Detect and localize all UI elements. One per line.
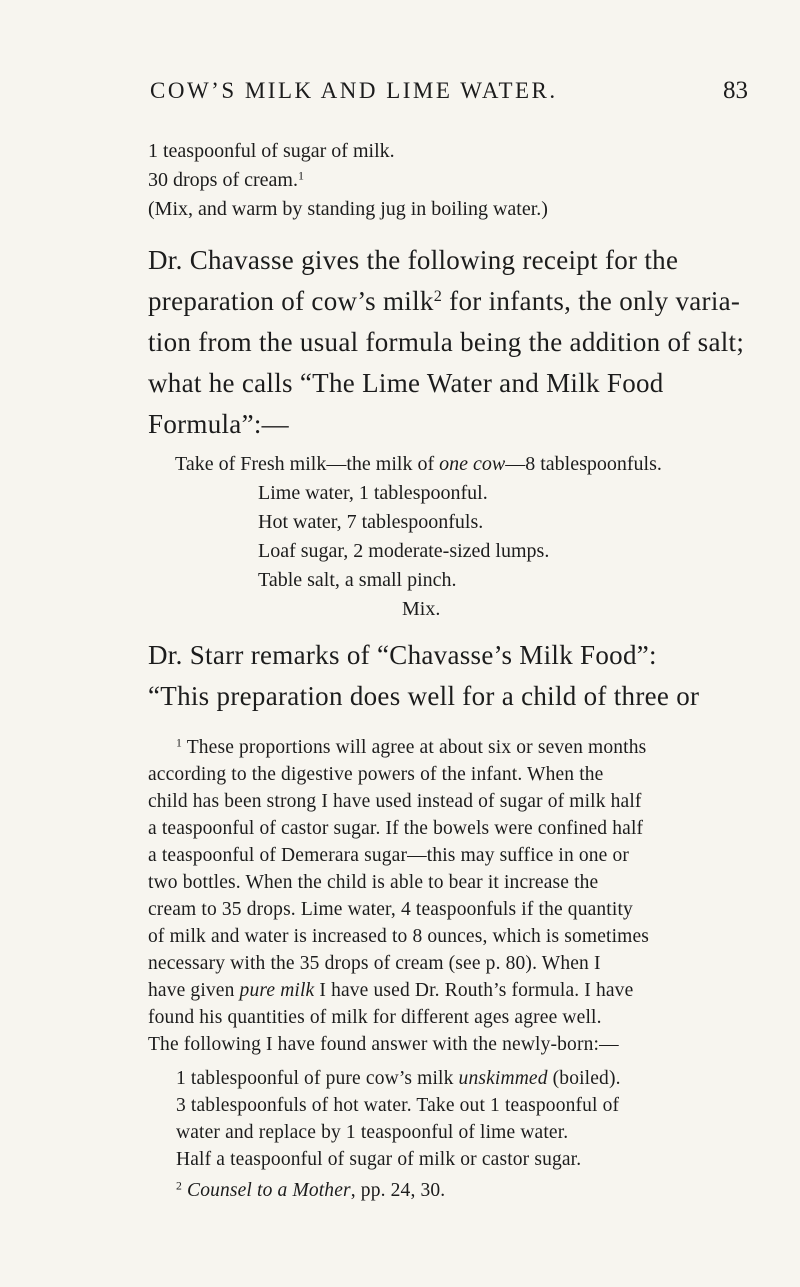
paragraph-text: tion from the usual formula being the addition of salt; xyxy=(148,327,745,357)
footnote-line xyxy=(148,953,601,975)
running-title: COW’S MILK AND LIME WATER. xyxy=(150,78,558,103)
footnote-line xyxy=(148,845,629,867)
recipe-text: Lime water, 1 tablespoonful. xyxy=(258,482,488,504)
paragraph-text: preparation of cow’s milk xyxy=(148,286,434,316)
footnote-recipe-line xyxy=(176,1095,619,1117)
chavasse-recipe-mix xyxy=(402,598,440,621)
recipe-text: Loaf sugar, 2 moderate-sized lumps. xyxy=(258,540,550,562)
paragraph-text: what he calls “The Lime Water and Milk Food xyxy=(148,368,664,398)
footnote-line xyxy=(176,737,646,759)
paragraph-line xyxy=(148,640,657,671)
paragraph-line xyxy=(148,368,664,399)
paragraph-text: for infants, the only varia- xyxy=(449,286,741,316)
footnote-italic-text: pure milk xyxy=(239,980,315,1001)
footnote-marker: 2 xyxy=(176,1179,182,1193)
paragraph-line xyxy=(148,681,699,712)
footnote-text: water and replace by 1 teaspoonful of lime water. xyxy=(176,1122,569,1143)
footnote-text: found his quantities of milk for different ages agree well. xyxy=(148,1007,602,1028)
footnote-text: These proportions will agree at about six or seven months xyxy=(186,737,647,758)
paragraph-text: Formula”:— xyxy=(148,409,289,439)
footnote-marker: 1 xyxy=(176,736,182,750)
recipe-italic-text: one cow xyxy=(439,453,506,475)
footnote-text: of milk and water is increased to 8 ounces, which is sometimes xyxy=(148,926,650,947)
footnote-line xyxy=(148,818,643,840)
footnote-line xyxy=(148,980,633,1002)
footnote-text: two bottles. When the child is able to bear it increase the xyxy=(148,872,599,893)
paragraph-line xyxy=(148,286,740,317)
chavasse-recipe-line xyxy=(258,511,483,534)
recipe-line xyxy=(148,169,304,192)
recipe-line xyxy=(148,140,395,163)
chavasse-recipe-line xyxy=(258,482,488,505)
footnote-text: have given xyxy=(148,980,240,1001)
footnote-recipe-line xyxy=(176,1068,621,1090)
chavasse-recipe-line xyxy=(258,569,457,592)
recipe-text: Table salt, a small pinch. xyxy=(258,569,457,591)
recipe-line-text: 30 drops of cream. xyxy=(148,169,298,191)
paragraph-text: Dr. Starr remarks of “Chavasse’s Milk Food”: xyxy=(148,640,657,670)
footnote-recipe-line xyxy=(176,1122,568,1144)
footnote-ref: 1 xyxy=(297,168,304,183)
footnote-text: 1 tablespoonful of pure cow’s milk xyxy=(176,1068,459,1089)
recipe-text: —8 tablespoonfuls. xyxy=(505,453,662,475)
footnote-ref: 2 xyxy=(433,287,443,306)
footnote-text: Half a teaspoonful of sugar of milk or castor sugar. xyxy=(176,1149,582,1170)
paragraph-text: “This preparation does well for a child of three or xyxy=(148,681,700,711)
recipe-text: Take of Fresh milk—the milk of xyxy=(175,453,440,475)
footnote-line xyxy=(148,899,633,921)
footnote-text: (boiled). xyxy=(547,1068,621,1089)
paragraph-line xyxy=(148,409,289,440)
recipe-line-text: (Mix, and warm by standing jug in boiling water.) xyxy=(148,198,548,220)
footnote-text: I have used Dr. Routh’s formula. I have xyxy=(314,980,634,1001)
footnote-line xyxy=(148,1007,602,1029)
paragraph-line xyxy=(148,327,744,358)
footnote-italic-text: Counsel to a Mother xyxy=(187,1180,351,1201)
footnote-text: 3 tablespoonfuls of hot water. Take out 1 teaspoonful of xyxy=(176,1095,620,1116)
footnote-line xyxy=(148,926,649,948)
recipe-text: Mix. xyxy=(402,598,441,620)
footnote-italic-text: unskimmed xyxy=(458,1068,548,1089)
footnote-line xyxy=(176,1180,445,1202)
footnote-line xyxy=(148,764,603,786)
page-number: 83 xyxy=(723,77,748,104)
chavasse-recipe-line xyxy=(175,453,662,476)
paragraph-line xyxy=(148,245,678,276)
recipe-line xyxy=(148,198,548,221)
recipe-text: Hot water, 7 tablespoonfuls. xyxy=(258,511,484,533)
footnote-text: a teaspoonful of castor sugar. If the bowels were confined half xyxy=(148,818,644,839)
footnote-recipe-line xyxy=(176,1149,581,1171)
footnote-line xyxy=(148,1034,619,1056)
footnote-text: necessary with the 35 drops of cream (see p. 80). When I xyxy=(148,953,601,974)
footnote-line xyxy=(148,791,642,813)
footnote-text: according to the digestive powers of the infant. When the xyxy=(148,764,604,785)
footnote-text: , pp. 24, 30. xyxy=(350,1180,446,1201)
footnote-text: child has been strong I have used instead of sugar of milk half xyxy=(148,791,642,812)
footnote-text: a teaspoonful of Demerara sugar—this may suffice in one or xyxy=(148,845,630,866)
running-head xyxy=(150,78,750,114)
chavasse-recipe-line xyxy=(258,540,549,563)
paragraph-text: Dr. Chavasse gives the following receipt for the xyxy=(148,245,679,275)
footnote-line xyxy=(148,872,598,894)
recipe-line-text: 1 teaspoonful of sugar of milk. xyxy=(148,140,395,162)
footnote-text: The following I have found answer with the newly-born:— xyxy=(148,1034,619,1055)
footnote-text: cream to 35 drops. Lime water, 4 teaspoonfuls if the quantity xyxy=(148,899,633,920)
